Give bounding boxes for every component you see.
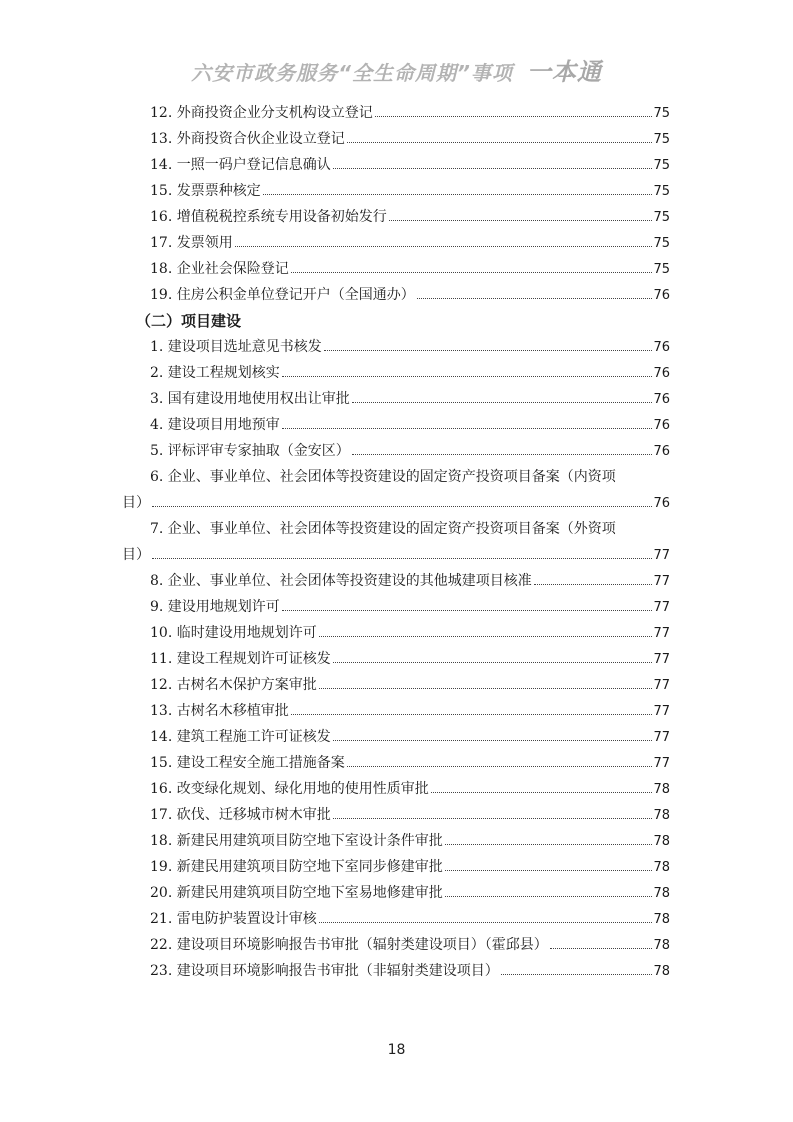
dot-leader	[319, 635, 653, 637]
toc-entry-title: 4. 建设项目用地预审	[150, 417, 280, 433]
toc-entry[interactable]	[122, 360, 670, 386]
toc-entry-page: 77	[653, 600, 670, 615]
toc-entry-title: 8. 企业、事业单位、社会团体等投资建设的其他城建项目核准	[150, 573, 532, 589]
dot-leader	[445, 869, 653, 871]
toc-entry-title: 2. 建设工程规划核实	[150, 365, 280, 381]
toc-entry[interactable]	[122, 802, 670, 828]
toc-entry[interactable]	[122, 230, 670, 256]
toc-entry[interactable]	[122, 490, 670, 516]
toc-entry-page: 75	[653, 158, 670, 173]
dot-leader	[291, 713, 653, 715]
dot-leader	[235, 245, 653, 247]
toc-entry[interactable]	[122, 438, 670, 464]
dot-leader	[389, 219, 653, 221]
header-title: 六安市政务服务“全生命周期”事项	[191, 61, 513, 85]
toc-entry[interactable]	[122, 880, 670, 906]
toc-entry[interactable]	[122, 100, 670, 126]
toc-entry[interactable]	[122, 646, 670, 672]
toc-entry[interactable]	[122, 204, 670, 230]
toc-entry-page: 75	[653, 184, 670, 199]
toc-entry[interactable]	[122, 542, 670, 568]
toc-entry-page: 75	[653, 132, 670, 147]
toc-entry[interactable]	[122, 126, 670, 152]
toc-entry-page: 77	[653, 626, 670, 641]
dot-leader	[352, 401, 653, 403]
toc-entry[interactable]	[122, 282, 670, 308]
dot-leader	[501, 973, 653, 975]
toc-entry[interactable]	[122, 906, 670, 932]
toc-entry-page: 75	[653, 210, 670, 225]
toc-entry[interactable]	[122, 672, 670, 698]
toc-entry-page: 77	[653, 730, 670, 745]
toc-entry[interactable]	[122, 776, 670, 802]
toc-entry-page: 75	[653, 236, 670, 251]
toc-entry-page: 77	[653, 548, 670, 563]
dot-leader	[333, 167, 653, 169]
document-header	[0, 52, 793, 87]
toc-entry-title-line2: 目）	[122, 495, 150, 511]
toc-entry-title: 13. 外商投资合伙企业设立登记	[150, 131, 345, 147]
toc-entry-page: 78	[653, 834, 670, 849]
dot-leader	[282, 609, 653, 611]
dot-leader	[445, 843, 653, 845]
toc-entry-title: 5. 评标评审专家抽取（金安区）	[150, 443, 350, 459]
page-number: 18	[387, 1042, 406, 1058]
table-of-contents	[122, 100, 670, 984]
toc-entry-page: 76	[653, 496, 670, 511]
toc-entry[interactable]	[122, 958, 670, 984]
toc-entry-page: 76	[653, 418, 670, 433]
toc-entry[interactable]	[122, 854, 670, 880]
toc-entry[interactable]	[122, 932, 670, 958]
dot-leader	[375, 115, 653, 117]
toc-entry-title: 11. 建设工程规划许可证核发	[150, 651, 331, 667]
toc-entry-title: 15. 发票票种核定	[150, 183, 261, 199]
toc-entry[interactable]	[122, 594, 670, 620]
toc-entry-page: 75	[653, 262, 670, 277]
dot-leader	[152, 505, 652, 507]
toc-entry-page: 76	[653, 366, 670, 381]
toc-entry-page: 75	[653, 106, 670, 121]
toc-entry-page: 78	[653, 938, 670, 953]
toc-entry-page: 76	[653, 340, 670, 355]
toc-entry-title: 18. 企业社会保险登记	[150, 261, 289, 277]
toc-entry[interactable]	[122, 256, 670, 282]
toc-entry-title: 14. 建筑工程施工许可证核发	[150, 729, 331, 745]
toc-entry-title-line2: 目）	[122, 547, 150, 563]
toc-entry-title: 12. 古树名木保护方案审批	[150, 677, 317, 693]
toc-entry[interactable]	[122, 152, 670, 178]
toc-entry-title: 21. 雷电防护装置设计审核	[150, 911, 317, 927]
dot-leader	[263, 193, 653, 195]
toc-entry-page: 76	[653, 444, 670, 459]
toc-entry[interactable]	[122, 386, 670, 412]
dot-leader	[333, 661, 653, 663]
dot-leader	[319, 921, 653, 923]
toc-entry[interactable]	[122, 828, 670, 854]
toc-entry[interactable]	[122, 178, 670, 204]
toc-entry-title: 17. 发票领用	[150, 235, 233, 251]
toc-entry-page: 78	[653, 912, 670, 927]
toc-entry-page: 78	[653, 886, 670, 901]
toc-entry[interactable]	[122, 724, 670, 750]
toc-entry-page: 78	[653, 860, 670, 875]
toc-entry-title: 19. 新建民用建筑项目防空地下室同步修建审批	[150, 859, 443, 875]
toc-entry-title: 10. 临时建设用地规划许可	[150, 625, 317, 641]
toc-entry-title: 13. 古树名木移植审批	[150, 703, 289, 719]
toc-entry-title: 23. 建设项目环境影响报告书审批（非辐射类建设项目）	[150, 963, 499, 979]
dot-leader	[333, 817, 653, 819]
toc-entry-title: 14. 一照一码户登记信息确认	[150, 157, 331, 173]
dot-leader	[282, 427, 653, 429]
dot-leader	[352, 453, 653, 455]
toc-entry-page: 77	[653, 678, 670, 693]
dot-leader	[319, 687, 653, 689]
toc-entry[interactable]	[122, 334, 670, 360]
dot-leader	[324, 349, 653, 351]
toc-entry-title: 19. 住房公积金单位登记开户（全国通办）	[150, 287, 415, 303]
dot-leader	[534, 583, 653, 585]
dot-leader	[431, 791, 653, 793]
toc-entry-page: 76	[653, 392, 670, 407]
dot-leader	[417, 297, 653, 299]
toc-entry-title-line1[interactable]: 7. 企业、事业单位、社会团体等投资建设的固定资产投资项目备案（外资项	[150, 521, 616, 537]
dot-leader	[347, 765, 653, 767]
toc-entry-page: 77	[653, 756, 670, 771]
toc-entry[interactable]	[122, 568, 670, 594]
toc-entry-title: 15. 建设工程安全施工措施备案	[150, 755, 345, 771]
dot-leader	[282, 375, 653, 377]
dot-leader	[550, 947, 653, 949]
toc-entry[interactable]	[122, 750, 670, 776]
toc-entry[interactable]	[122, 698, 670, 724]
section-heading: （二）项目建设	[136, 312, 242, 330]
toc-entry-title: 18. 新建民用建筑项目防空地下室设计条件审批	[150, 833, 443, 849]
toc-entry-page: 76	[653, 288, 670, 303]
toc-entry-title: 16. 增值税税控系统专用设备初始发行	[150, 209, 387, 225]
toc-entry-title: 12. 外商投资企业分支机构设立登记	[150, 105, 373, 121]
header-logo: 一本通	[526, 58, 602, 86]
toc-entry-page: 78	[653, 808, 670, 823]
toc-entry-title: 3. 国有建设用地使用权出让审批	[150, 391, 350, 407]
toc-entry-page: 78	[653, 782, 670, 797]
toc-entry[interactable]	[122, 620, 670, 646]
toc-entry-page: 77	[653, 704, 670, 719]
dot-leader	[445, 895, 653, 897]
dot-leader	[152, 557, 652, 559]
dot-leader	[333, 739, 653, 741]
toc-entry-title: 1. 建设项目选址意见书核发	[150, 339, 322, 355]
toc-entry-page: 77	[653, 574, 670, 589]
toc-entry-title: 20. 新建民用建筑项目防空地下室易地修建审批	[150, 885, 443, 901]
toc-entry-page: 77	[653, 652, 670, 667]
toc-entry-title-line1[interactable]: 6. 企业、事业单位、社会团体等投资建设的固定资产投资项目备案（内资项	[150, 469, 616, 485]
dot-leader	[347, 141, 653, 143]
toc-entry-title: 17. 砍伐、迁移城市树木审批	[150, 807, 331, 823]
toc-entry-title: 9. 建设用地规划许可	[150, 599, 280, 615]
toc-entry-page: 78	[653, 964, 670, 979]
dot-leader	[291, 271, 653, 273]
toc-entry-title: 16. 改变绿化规划、绿化用地的使用性质审批	[150, 781, 429, 797]
toc-entry-title: 22. 建设项目环境影响报告书审批（辐射类建设项目）（霍邱县）	[150, 937, 548, 953]
toc-entry[interactable]	[122, 412, 670, 438]
